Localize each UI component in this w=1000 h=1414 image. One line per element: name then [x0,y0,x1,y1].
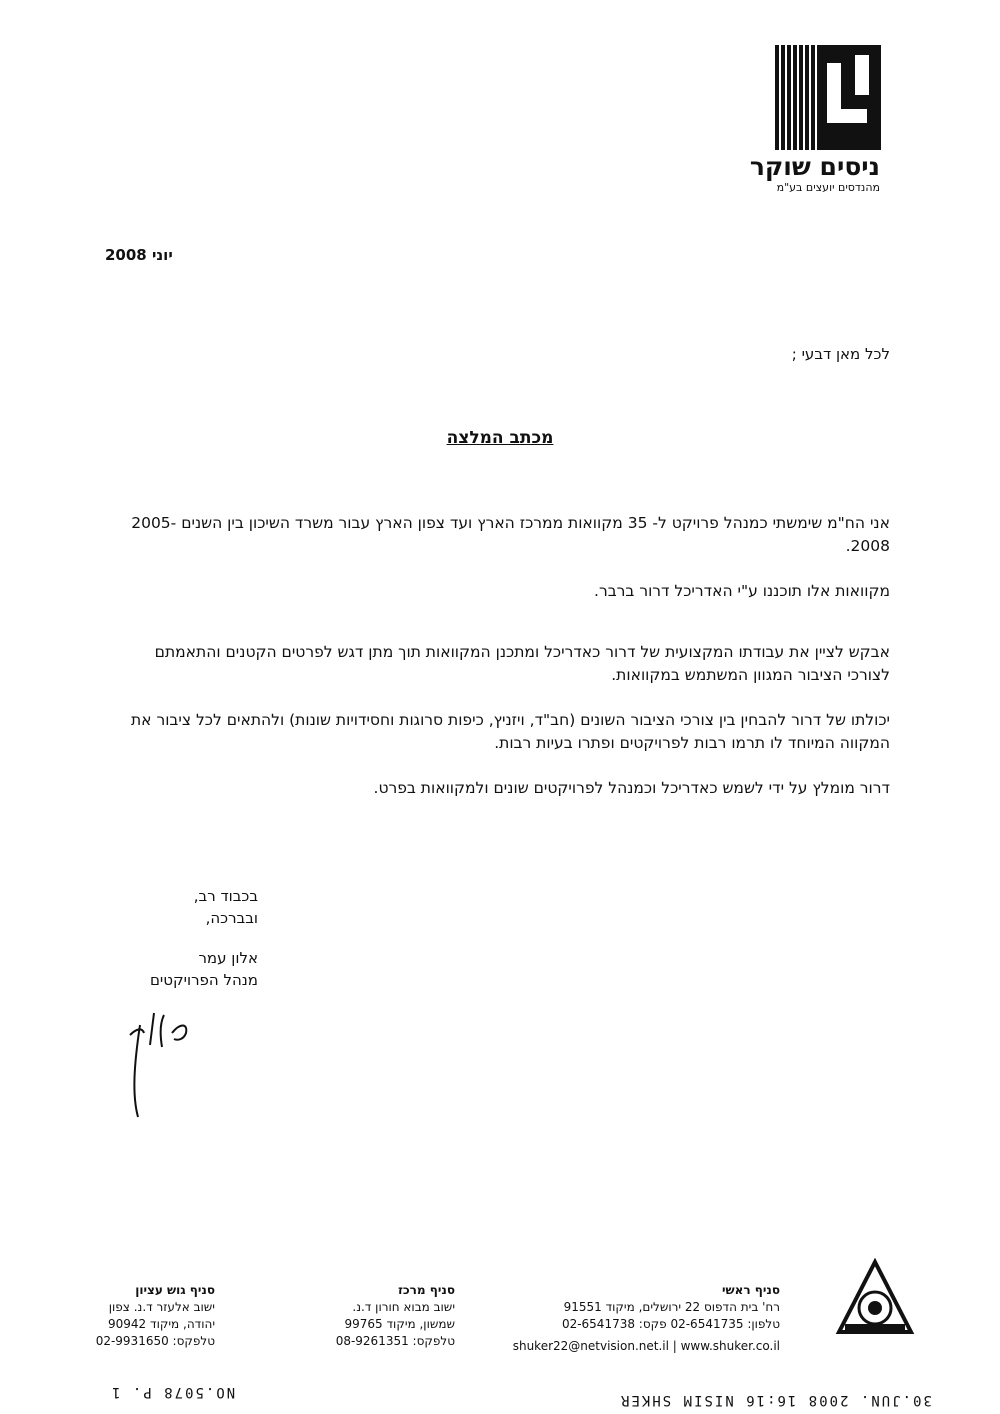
body-paragraph: יכולתו של דרור להבחין בין צורכי הציבור השונים (חב"ד, ויזניץ, כיפות סרוגות וחסידויות שונות) ולהתאים לכל ציבור את המקווה המיוחד לו תרמו רבות לפרויקטים ופתרו בעיות רבות. [130,711,890,752]
closing-line: ובברכה, [205,909,258,927]
footer-main-office-address: רח' בית הדפוס 22 ירושלים, מיקוד 91551 [563,1300,780,1314]
footer-main-office-heading: סניף ראשי [722,1283,780,1297]
body-paragraph: אני הח"מ שימשתי כמנהל פרויקט ל- 35 מקוואות ממרכז הארץ ועד צפון הארץ עבור משרד השיכון בין השנים 2005-2008. [131,514,890,555]
footer-main-office [562,1282,780,1333]
salutation: לכל מאן דבעי ; [791,345,890,363]
signer-title: מנהל הפרויקטים [149,971,258,989]
footer-center-branch-phone: טלפקס: 08-9261351 [335,1334,455,1348]
closing-block [108,885,258,991]
logo-company-name: ניסים שוקר [749,152,880,181]
closing-line: בכבוד רב, [193,887,258,905]
letter-body [108,512,890,822]
footer-center-branch-city: שמשון, מיקוד 99765 [344,1317,455,1331]
footer-center-branch [336,1282,455,1350]
footer-main-office-phone: טלפון: 02-6541735 פקס: 02-6541738 [561,1317,780,1331]
footer-north-branch-phone: טלפקס: 02-9931650 [95,1334,215,1348]
fax-header-right [619,1392,932,1408]
certification-seal-icon [835,1258,915,1338]
signer-name: אלון עמר [198,949,258,967]
footer-north-branch-city: יהודה, מיקוד 90942 [108,1317,215,1331]
footer-north-branch-heading: סניף גוש עציון [135,1283,215,1297]
footer-center-branch-heading: סניף מרכז [398,1283,455,1297]
handwritten-signature-icon [110,1005,220,1120]
body-paragraph: מקוואות אלו תוכננו ע"י האדריכל דרור ברבר. [594,582,890,600]
footer-center-branch-address: ישוב מבוא חורון ד.נ. [352,1300,455,1314]
body-paragraph: אבקש לציין את עבודתו המקצועית של דרור כאדריכל ומתכנן המקוואות תוך מתן דגש לפרטים הקטנים והתאמתם לצורכי הציבור המגוון המשתמש במקוואות. [154,643,890,684]
body-paragraph: דרור מומלץ על ידי לשמש כאדריכל וכמנהל לפרויקטים שונים ולמקוואות בפרט. [373,779,890,797]
logo-tagline: מהנדסים יועצים בע"מ [776,181,880,194]
fax-header-right-text: 30.JUN. 2008 16:16 NISIM SHKER [619,1392,932,1408]
letter-date: יוני 2008 [105,246,173,264]
letter-title: מכתב המלצה [446,428,554,448]
fax-header-left [110,1384,235,1400]
fax-header-left-text: NO.5078 P. 1 [110,1384,236,1400]
footer-north-branch [96,1282,215,1350]
footer-north-branch-address: ישוב אלעזר ד.נ. צפון [108,1300,215,1314]
company-logo-icon [775,45,881,150]
footer-web-contact: shuker22@netvision.net.il | www.shuker.co.il [512,1339,780,1353]
